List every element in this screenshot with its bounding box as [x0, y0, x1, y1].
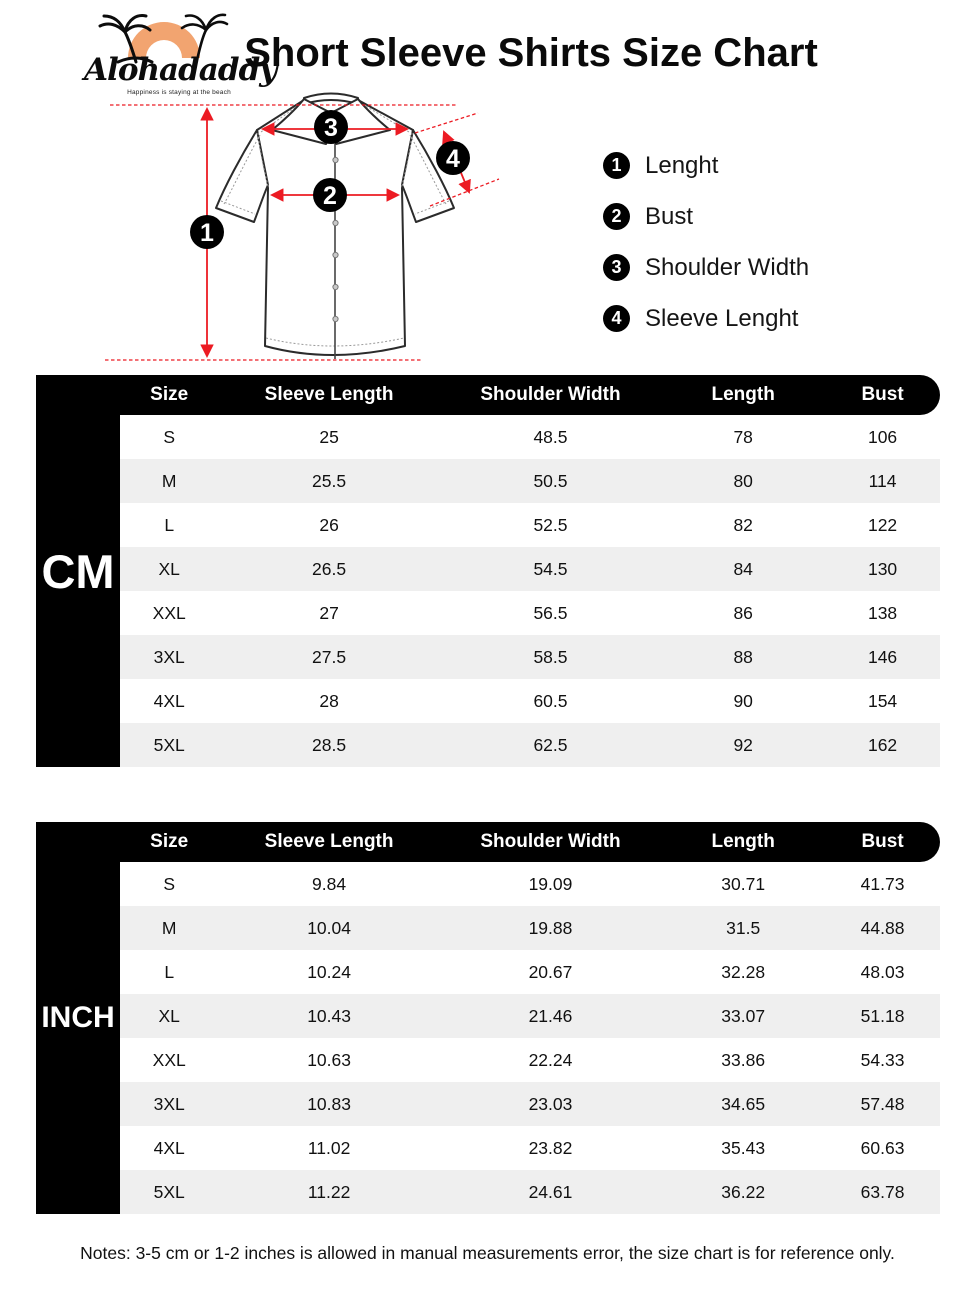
- shirt-left-sleeve: [216, 130, 268, 222]
- table-cell: XL: [158, 1005, 180, 1026]
- table-cell: 23.03: [528, 1093, 573, 1114]
- inch-table-body: [120, 862, 940, 1214]
- notes-text: Notes: 3-5 cm or 1-2 inches is allowed in manual measurements error, the size chart is for reference only.: [80, 1243, 895, 1263]
- column-header-shoulder-width: Shoulder Width: [480, 384, 621, 405]
- table-row: [120, 906, 940, 950]
- circled-3-icon: 3: [603, 254, 630, 281]
- table-cell: 25.5: [312, 470, 347, 491]
- table-cell: 24.61: [528, 1181, 573, 1202]
- table-row: [120, 1082, 940, 1126]
- cm-table-header: [36, 375, 940, 415]
- table-cell: 19.09: [528, 873, 573, 894]
- legend-label-sleeve-length: Sleeve Lenght: [645, 304, 799, 332]
- table-cell: 10.43: [307, 1005, 351, 1026]
- table-cell: 32.28: [721, 961, 766, 982]
- table-cell: 19.88: [528, 917, 573, 938]
- inch-unit-label: INCH: [36, 822, 120, 1214]
- table-cell: XL: [158, 558, 180, 579]
- table-cell: 106: [867, 426, 898, 447]
- page-title: Short Sleeve Shirts Size Chart: [244, 31, 818, 75]
- cm-table-body: [120, 415, 940, 767]
- table-cell: 26.5: [312, 558, 347, 579]
- column-header-size: Size: [150, 831, 189, 852]
- table-cell: 21.46: [528, 1005, 573, 1026]
- table-cell: 11.02: [307, 1137, 351, 1158]
- table-cell: 33.07: [721, 1005, 766, 1026]
- legend-label-bust: Bust: [645, 202, 694, 230]
- brand-logo: [84, 6, 277, 98]
- table-cell: 44.88: [860, 917, 905, 938]
- table-row: [120, 547, 940, 591]
- table-row: [120, 415, 940, 459]
- table-cell: 80: [733, 470, 753, 491]
- table-cell: 154: [867, 690, 898, 711]
- column-header-sleeve-length: Sleeve Length: [264, 384, 394, 405]
- table-cell: 60.5: [533, 690, 568, 711]
- table-cell: 25: [319, 426, 339, 447]
- table-cell: 146: [867, 646, 898, 667]
- table-cell: 63.78: [860, 1181, 905, 1202]
- table-cell: 11.22: [307, 1181, 351, 1202]
- column-header-bust: Bust: [861, 384, 904, 405]
- table-cell: 20.67: [528, 961, 573, 982]
- table-cell: 3XL: [153, 1093, 185, 1114]
- table-row: [120, 1170, 940, 1214]
- table-cell: 88: [733, 646, 753, 667]
- table-cell: 58.5: [533, 646, 568, 667]
- column-header-bust: Bust: [861, 831, 904, 852]
- table-cell: 86: [733, 602, 753, 623]
- table-row: [120, 1038, 940, 1082]
- table-row: [120, 635, 940, 679]
- table-cell: 62.5: [533, 734, 568, 755]
- table-cell: 57.48: [860, 1093, 905, 1114]
- table-cell: 5XL: [153, 734, 185, 755]
- table-cell: 54.5: [533, 558, 568, 579]
- table-cell: 130: [867, 558, 898, 579]
- cm-size-table: [36, 375, 940, 767]
- table-cell: 54.33: [860, 1049, 905, 1070]
- table-cell: S: [163, 426, 176, 447]
- legend-item-length: [603, 152, 809, 179]
- table-cell: 5XL: [153, 1181, 185, 1202]
- table-cell: 48.03: [860, 961, 905, 982]
- legend-label-shoulder-width: Shoulder Width: [645, 253, 810, 281]
- table-row: [120, 862, 940, 906]
- table-row: [120, 723, 940, 767]
- circled-2-icon: 2: [603, 203, 630, 230]
- table-cell: 28.5: [312, 734, 347, 755]
- table-cell: 36.22: [721, 1181, 766, 1202]
- legend-item-shoulder-width: [603, 254, 809, 281]
- table-cell: M: [161, 470, 177, 491]
- table-cell: 51.18: [860, 1005, 905, 1026]
- table-row: [120, 950, 940, 994]
- table-cell: S: [163, 873, 176, 894]
- table-cell: 30.71: [721, 873, 766, 894]
- circled-1-icon: 1: [603, 152, 630, 179]
- table-cell: 84: [733, 558, 753, 579]
- table-row: [120, 1126, 940, 1170]
- table-cell: 10.24: [307, 961, 351, 982]
- table-cell: 52.5: [533, 514, 568, 535]
- table-cell: XXL: [152, 1049, 186, 1070]
- brand-name: Alohadaddy: [84, 52, 277, 88]
- callout-2-number: 2: [323, 182, 337, 210]
- table-cell: 48.5: [533, 426, 568, 447]
- shirt-diagram: [100, 88, 500, 378]
- table-cell: 31.5: [726, 917, 761, 938]
- column-header-length: Length: [711, 384, 775, 405]
- table-cell: 60.63: [860, 1137, 905, 1158]
- legend-item-sleeve-length: [603, 305, 809, 332]
- table-row: [120, 503, 940, 547]
- table-cell: 28: [319, 690, 339, 711]
- table-cell: 4XL: [153, 1137, 185, 1158]
- table-cell: 78: [733, 426, 753, 447]
- callout-3-number: 3: [324, 114, 338, 142]
- table-cell: 10.04: [307, 917, 351, 938]
- table-cell: 82: [733, 514, 753, 535]
- table-cell: 27.5: [312, 646, 347, 667]
- table-row: [120, 591, 940, 635]
- legend-label-length: Lenght: [645, 151, 719, 179]
- table-cell: L: [164, 961, 175, 982]
- table-cell: 162: [867, 734, 898, 755]
- measurement-legend: [603, 152, 809, 356]
- table-cell: 26: [319, 514, 339, 535]
- table-cell: 4XL: [153, 690, 185, 711]
- inch-size-table: [36, 822, 940, 1214]
- sleeve-guide-dashed-line: [415, 113, 478, 133]
- table-cell: XXL: [152, 602, 186, 623]
- table-cell: 114: [868, 470, 897, 491]
- table-cell: 90: [733, 690, 753, 711]
- legend-item-bust: [603, 203, 809, 230]
- table-cell: 10.83: [307, 1093, 351, 1114]
- table-row: [120, 994, 940, 1038]
- table-cell: M: [161, 917, 177, 938]
- table-cell: 3XL: [153, 646, 185, 667]
- column-header-size: Size: [150, 384, 189, 405]
- callout-1-number: 1: [200, 219, 214, 247]
- column-header-shoulder-width: Shoulder Width: [480, 831, 621, 852]
- table-cell: 92: [733, 734, 753, 755]
- table-cell: 27: [319, 602, 339, 623]
- table-cell: 138: [867, 602, 898, 623]
- table-cell: 56.5: [533, 602, 568, 623]
- callout-4-number: 4: [446, 145, 460, 173]
- inch-table-header: [36, 822, 940, 862]
- cm-unit-label: CM: [36, 375, 120, 767]
- table-row: [120, 459, 940, 503]
- table-cell: 122: [867, 514, 898, 535]
- brand-tagline: Happiness is staying at the beach: [127, 89, 231, 96]
- table-cell: 22.24: [528, 1049, 573, 1070]
- table-cell: 10.63: [307, 1049, 351, 1070]
- table-cell: 33.86: [721, 1049, 766, 1070]
- table-cell: 50.5: [533, 470, 568, 491]
- circled-4-icon: 4: [603, 305, 630, 332]
- column-header-sleeve-length: Sleeve Length: [264, 831, 394, 852]
- table-cell: 34.65: [721, 1093, 766, 1114]
- table-cell: 41.73: [860, 873, 905, 894]
- table-row: [120, 679, 940, 723]
- table-cell: 35.43: [721, 1137, 766, 1158]
- table-cell: 9.84: [312, 873, 347, 894]
- column-header-length: Length: [711, 831, 775, 852]
- table-cell: 23.82: [528, 1137, 573, 1158]
- table-cell: L: [164, 514, 175, 535]
